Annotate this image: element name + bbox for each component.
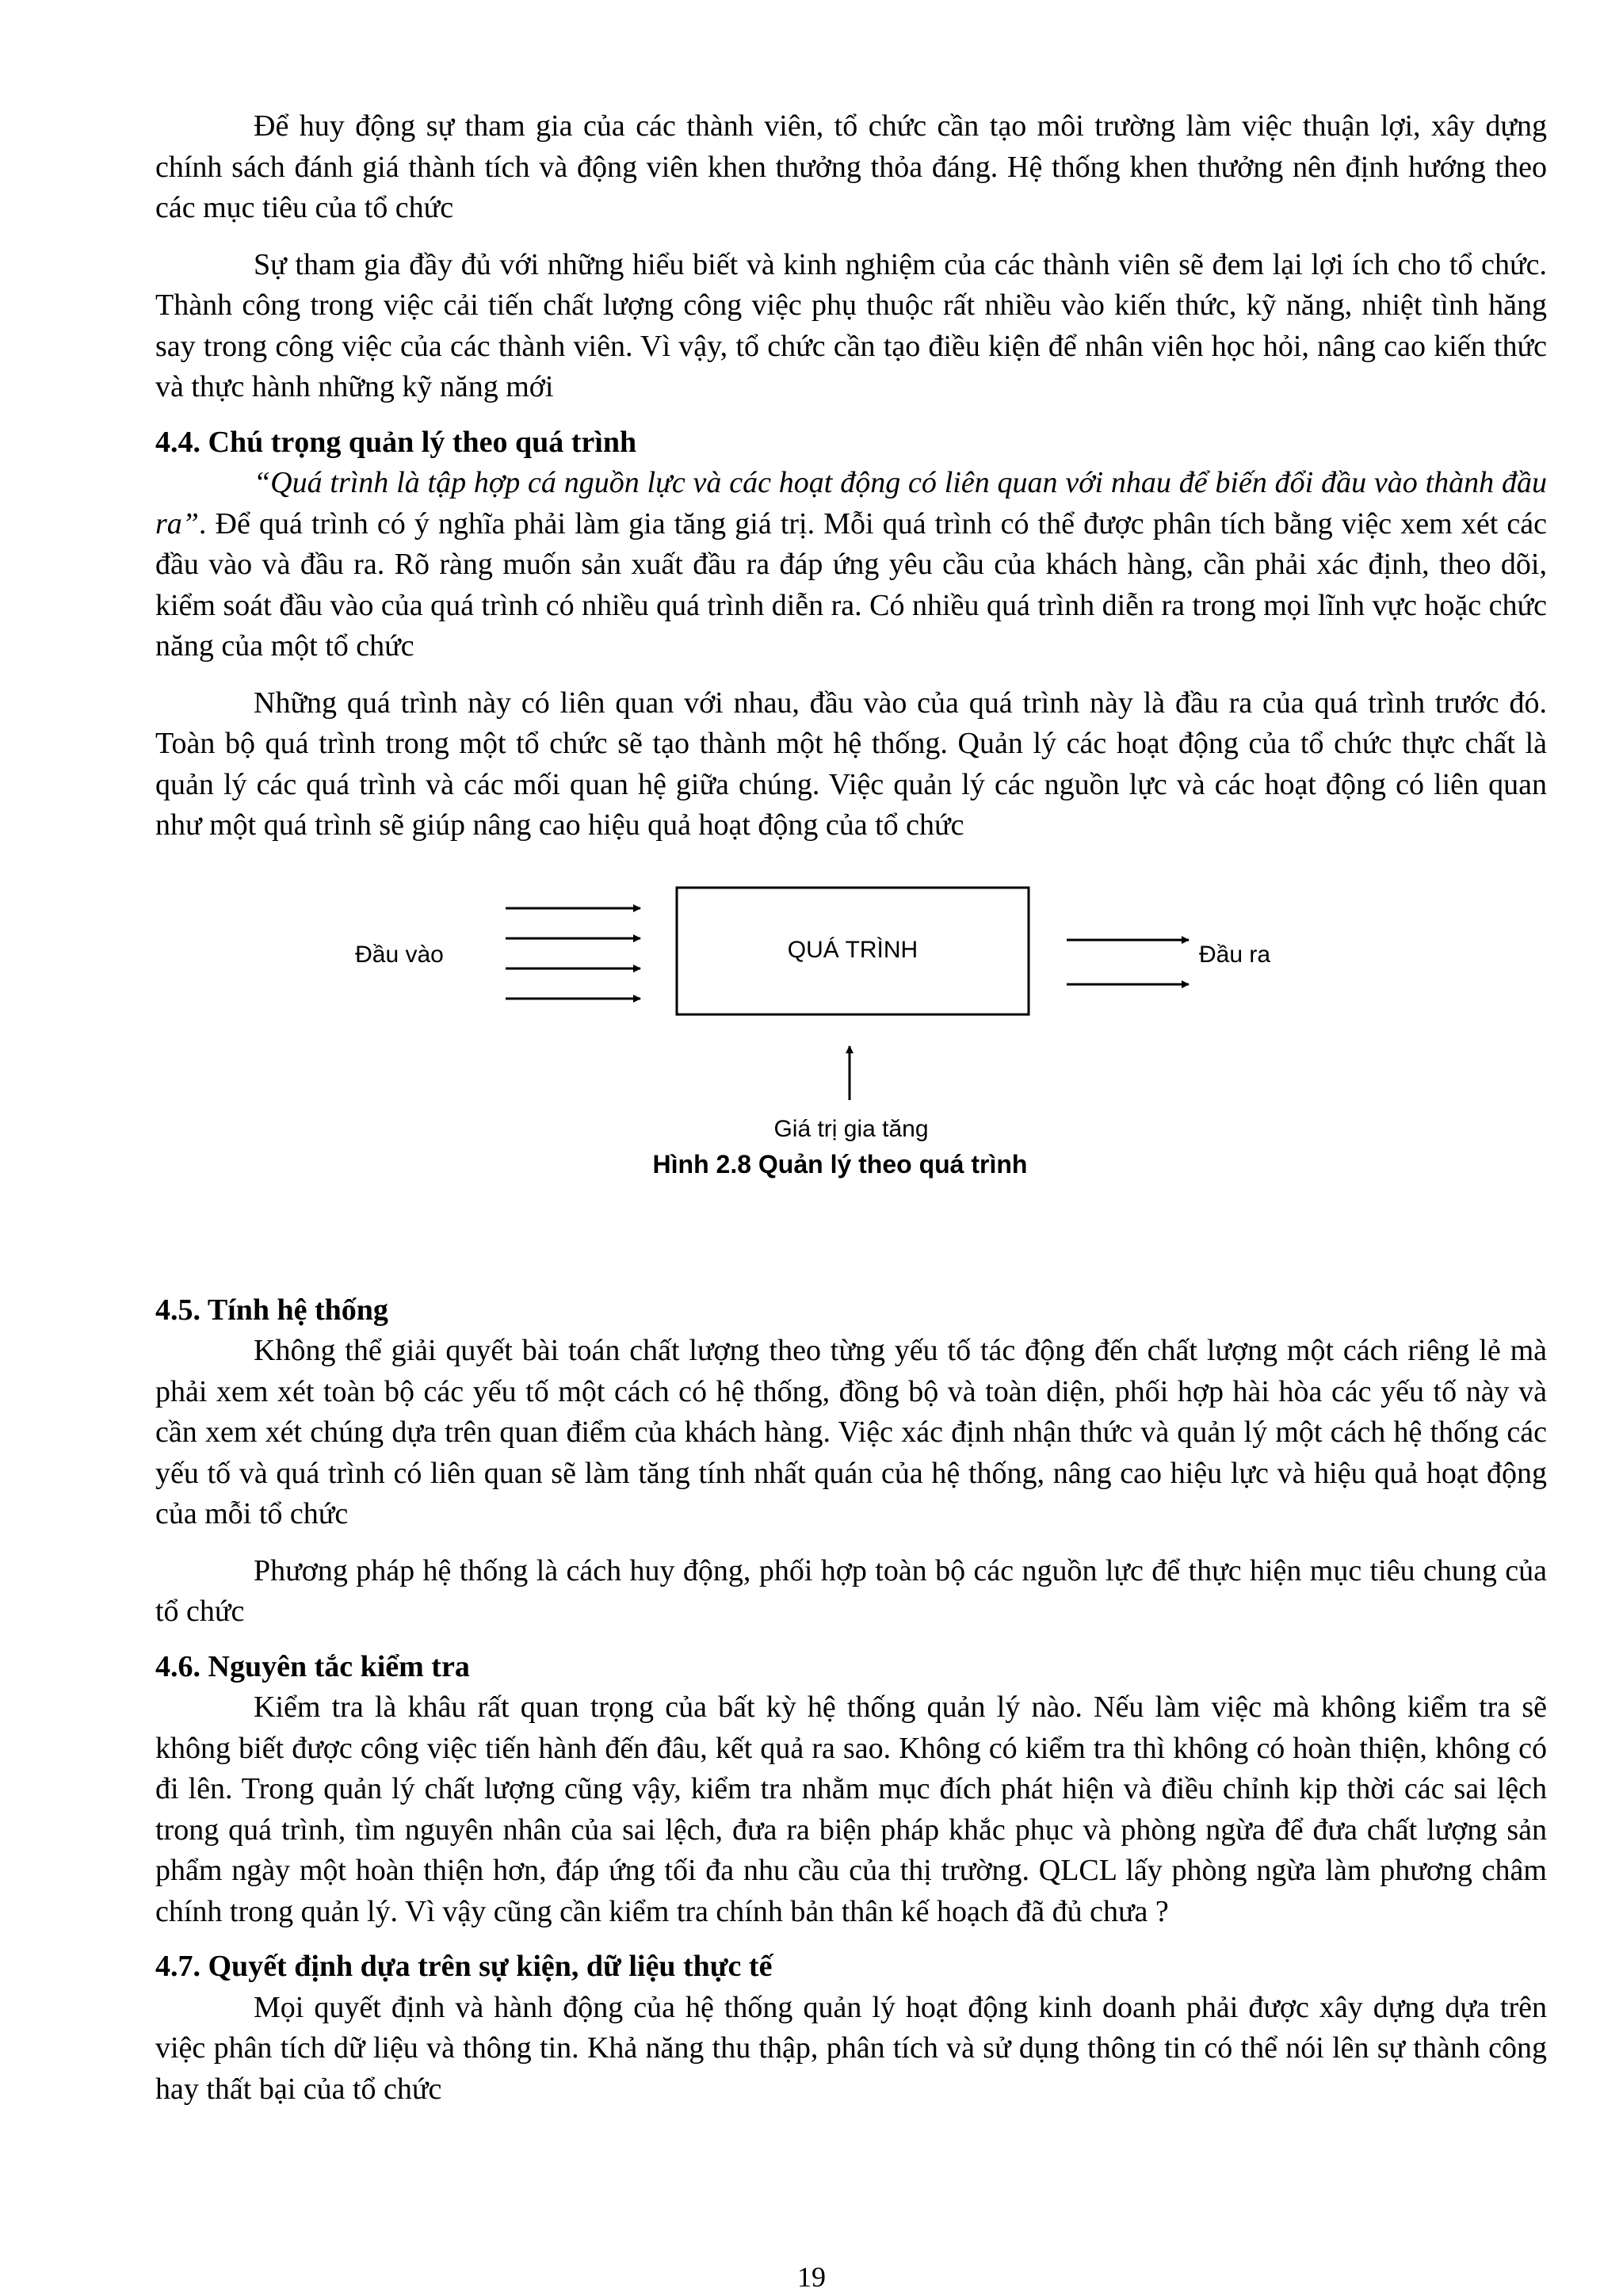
document-body — [155, 106, 1547, 2110]
paragraph: Những quá trình này có liên quan với nhau, đầu vào của quá trình này là đầu ra của quá trình trước đó. Toàn bộ quá trình trong một tổ chức sẽ tạo thành một hệ thống. Quản lý các hoạt động của tổ chức thực chất là quản lý các quá trình và các mối quan hệ giữa chúng. Việc quản lý các nguồn lực và các hoạt động có liên quan như một quá trình sẽ giúp nâng cao hiệu quả hoạt động của tổ chức — [155, 686, 1547, 842]
paragraph: Mọi quyết định và hành động của hệ thống quản lý hoạt động kinh doanh phải được xây dựng dựa trên việc phân tích dữ liệu và thông tin. Khả năng thu thập, phân tích và sử dụng thông tin có thể nói lên sự thành công hay thất bại của tổ chức — [155, 1990, 1547, 2106]
process-label: QUÁ TRÌNH — [787, 936, 918, 963]
section-heading: 4.7. Quyết định dựa trên sự kiện, dữ liệu thực tế — [155, 1950, 773, 1983]
quote-text: “Quá trình là tập hợp cá nguồn lực và các hoạt động có liên quan với nhau để biến đổi đầu vào thành đầu ra” — [155, 466, 1547, 541]
paragraph: Sự tham gia đầy đủ với những hiểu biết và kinh nghiệm của các thành viên sẽ đem lại lợi ích cho tổ chức. Thành công trong việc cải tiến chất lượng công việc phụ thuộc rất nhiều vào kiến thức, kỹ năng, nhiệt tình hăng say trong công việc của các thành viên. Vì vậy, tổ chức cần tạo điều kiện để nhân viên học hỏi, nâng cao kiến thức và thực hành những kỹ năng mới — [155, 247, 1547, 403]
section-heading: 4.5. Tính hệ thống — [155, 1293, 388, 1327]
input-label: Đầu vào — [355, 941, 444, 968]
value-label: Giá trị gia tăng — [773, 1115, 929, 1142]
page-number: 19 — [797, 2261, 826, 2293]
paragraph: Không thể giải quyết bài toán chất lượng theo từng yếu tố tác động đến chất lượng một cách riêng lẻ mà phải xem xét toàn bộ các yếu tố một cách có hệ thống, đồng bộ và toàn diện, phối hợp hài hòa các yếu tố này và cần xem xét chúng dựa trên quan điểm của khách hàng. Việc xác định nhận thức và quản lý một cách hệ thống các yếu tố và quá trình có liên quan sẽ làm tăng tính nhất quán của hệ thống, nâng cao hiệu lực và hiệu quả hoạt động của mỗi tổ chức — [155, 1334, 1547, 1530]
section-heading: 4.4. Chú trọng quản lý theo quá trình — [155, 425, 637, 459]
paragraph: Kiểm tra là khâu rất quan trọng của bất kỳ hệ thống quản lý nào. Nếu làm việc mà không kiểm tra sẽ không biết được công việc tiến hành đến đâu, kết quả ra sao. Không có kiểm tra thì không có hoàn thiện, không có đi lên. Trong quản lý chất lượng cũng vậy, kiểm tra nhằm mục đích phát hiện và điều chỉnh kịp thời các sai lệch trong quá trình, tìm nguyên nhân của sai lệch, đưa ra biện pháp khắc phục và phòng ngừa để đưa chất lượng sản phẩm ngày một hoàn thiện hơn, đáp ứng tối đa nhu cầu của thị trường. QLCL lấy phòng ngừa làm phương châm chính trong quản lý. Vì vậy cũng cần kiểm tra chính bản thân kế hoạch đã đủ chưa ? — [155, 1690, 1547, 1928]
output-label: Đầu ra — [1198, 941, 1271, 968]
output-arrows — [1067, 940, 1189, 984]
input-arrows — [506, 908, 640, 999]
paragraph: Để huy động sự tham gia của các thành viên, tổ chức cần tạo môi trường làm việc thuận lợi, xây dựng chính sách đánh giá thành tích và động viên khen thưởng thỏa đáng. Hệ thống khen thưởng nên định hướng theo các mục tiêu của tổ chức — [155, 109, 1547, 224]
process-diagram — [155, 870, 1547, 1290]
paragraph-text: . Để quá trình có ý nghĩa phải làm gia tăng giá trị. Mỗi quá trình có thể được phân tích bằng việc xem xét các đầu vào và đầu ra. Rõ ràng muốn sản xuất đầu ra đáp ứng yêu cầu của khách hàng, cần phải xác định, theo dõi, kiểm soát đầu vào của quá trình có nhiều quá trình diễn ra. Có nhiều quá trình diễn ra trong mọi lĩnh vực hoặc chức năng của một tổ chức — [155, 506, 1547, 663]
paragraph: Phương pháp hệ thống là cách huy động, phối hợp toàn bộ các nguồn lực để thực hiện mục tiêu chung của tổ chức — [155, 1553, 1547, 1628]
figure-caption: Hình 2.8 Quản lý theo quá trình — [652, 1149, 1028, 1179]
paragraph — [155, 463, 1547, 667]
section-heading: 4.6. Nguyên tắc kiểm tra — [155, 1649, 470, 1683]
